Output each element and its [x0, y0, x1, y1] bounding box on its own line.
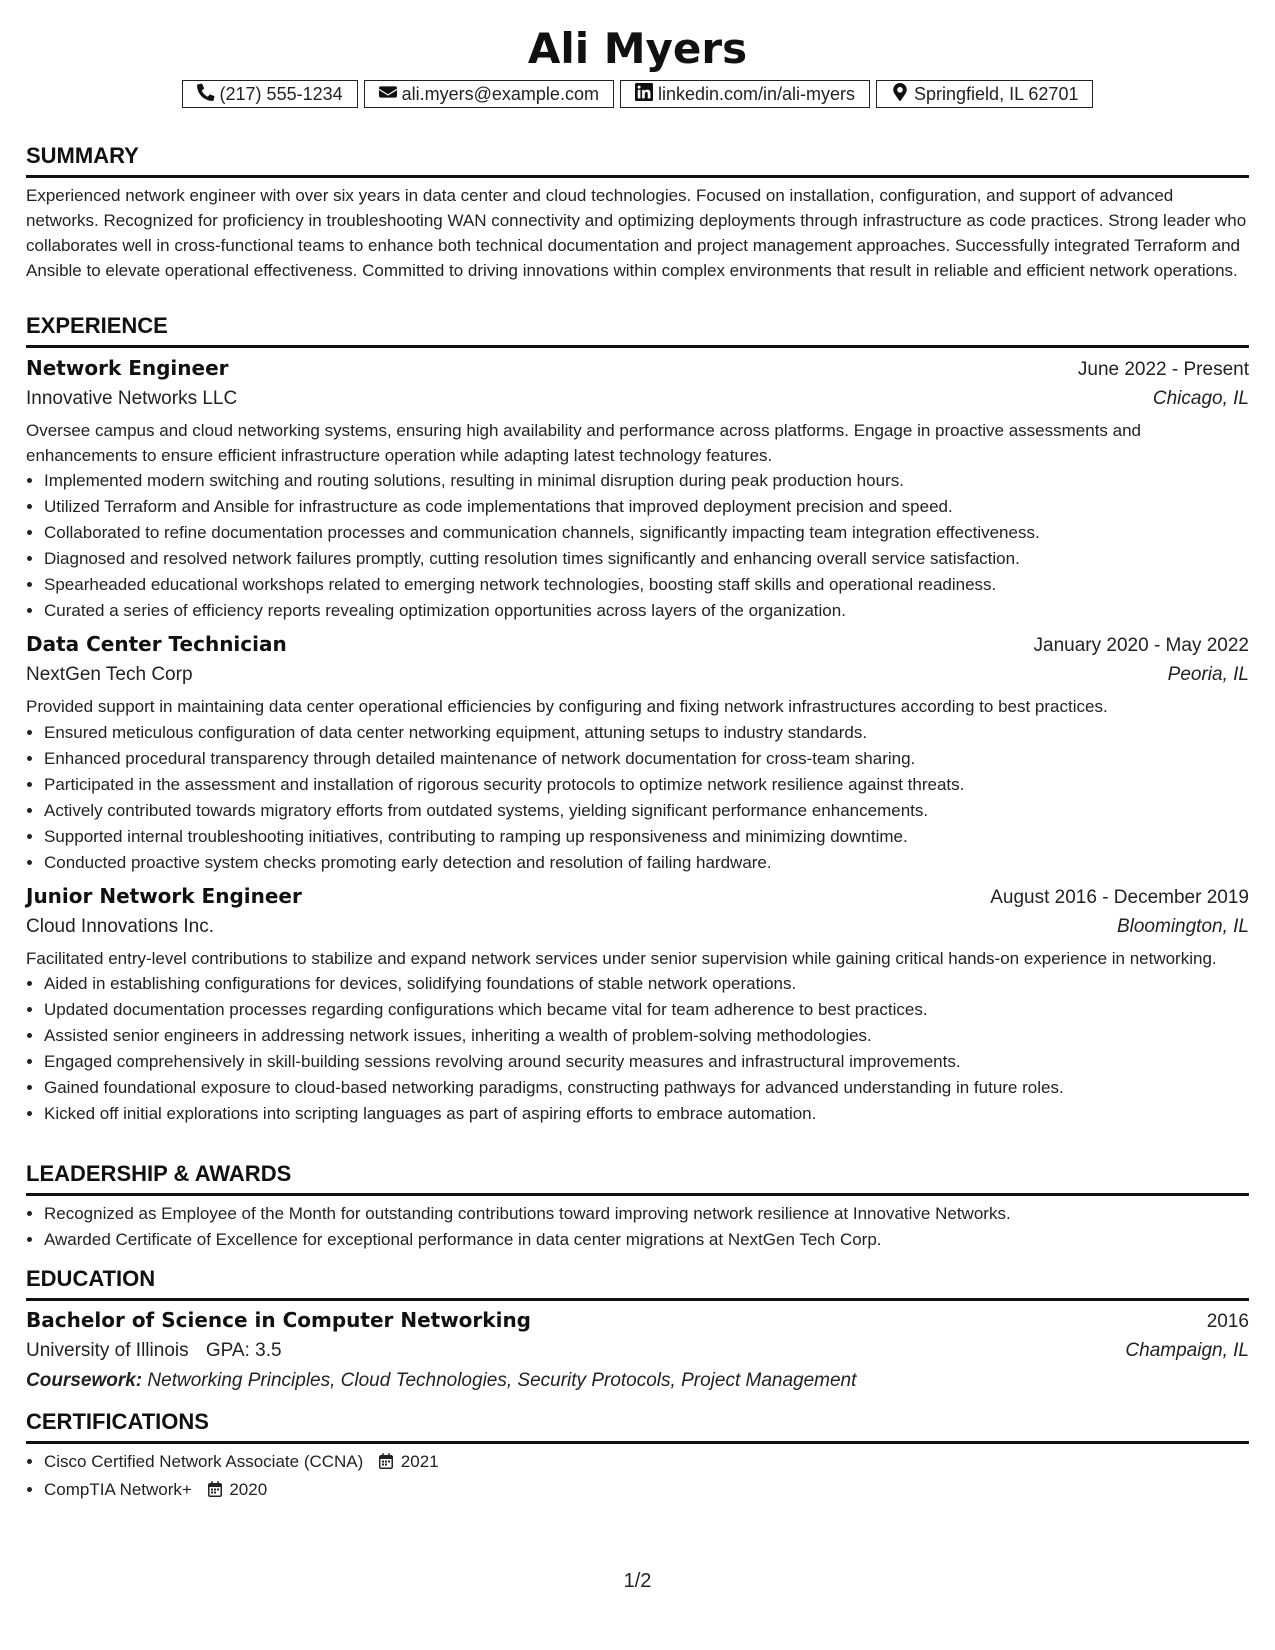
- phone-icon: [197, 83, 215, 106]
- section-divider: [26, 1441, 1249, 1444]
- list-item: • Actively contributed towards migratory efforts from outdated systems, yielding significant performance enhancements.: [44, 798, 1249, 824]
- job-dates: August 2016 - December 2019: [990, 886, 1249, 908]
- contact-phone[interactable]: [182, 80, 358, 108]
- certification-name: CompTIA Network+: [44, 1480, 192, 1499]
- job-title: Junior Network Engineer: [26, 883, 302, 908]
- calendar-icon: [207, 1479, 223, 1505]
- list-item: • Implemented modern switching and routing solutions, resulting in minimal disruption during peak production hours.: [44, 468, 1249, 494]
- degree-year: 2016: [1206, 1311, 1249, 1332]
- envelope-icon: [379, 83, 397, 106]
- section-divider: [26, 1298, 1249, 1301]
- coursework-list: Networking Principles, Cloud Technologies, Security Protocols, Project Management: [147, 1370, 857, 1391]
- list-item: • Supported internal troubleshooting initiatives, contributing to ramping up responsiveness and minimizing downtime.: [44, 824, 1249, 850]
- leadership-heading: LEADERSHIP & AWARDS: [26, 1161, 292, 1186]
- list-item: • Conducted proactive system checks promoting early detection and resolution of failing hardware.: [44, 850, 1249, 876]
- list-item: • Assisted senior engineers in addressing network issues, inheriting a wealth of problem-solving methodologies.: [44, 1023, 1249, 1049]
- job-title: Data Center Technician: [26, 632, 287, 656]
- job-title: Network Engineer: [26, 356, 229, 380]
- list-item: • Engaged comprehensively in skill-building sessions revolving around security measures and infrastructural improvements.: [44, 1049, 1249, 1075]
- page-number: 1/2: [623, 1570, 652, 1592]
- education-section: [26, 1265, 1249, 1396]
- list-item: • Collaborated to refine documentation processes and communication channels, significantly impacting team integration effectiveness.: [44, 520, 1249, 546]
- summary-section: [26, 142, 1249, 283]
- job-dates: January 2020 - May 2022: [1033, 635, 1249, 656]
- education-heading: EDUCATION: [26, 1266, 156, 1291]
- certification-year: 2021: [400, 1452, 439, 1471]
- job-entry: [26, 630, 1249, 876]
- list-item: [44, 1477, 1249, 1505]
- certification-list: [26, 1449, 1249, 1505]
- certification-year: 2020: [229, 1480, 268, 1499]
- contact-phone-text: (217) 555-1234: [219, 83, 343, 104]
- coursework-label: Coursework:: [26, 1370, 143, 1391]
- section-divider: [26, 175, 1249, 178]
- certifications-heading: CERTIFICATIONS: [26, 1409, 209, 1434]
- linkedin-icon: [635, 83, 653, 106]
- list-item: • Curated a series of efficiency reports revealing optimization opportunities across layers of the organization.: [44, 598, 1249, 624]
- section-divider: [26, 1193, 1249, 1196]
- experience-section: [26, 312, 1249, 1127]
- certification-name: Cisco Certified Network Associate (CCNA): [44, 1452, 364, 1471]
- list-item: • Recognized as Employee of the Month for outstanding contributions toward improving network resilience at Innovative Networks.: [44, 1201, 1249, 1227]
- list-item: • Spearheaded educational workshops related to emerging network technologies, boosting staff skills and operational readiness.: [44, 572, 1249, 598]
- job-entry: [26, 882, 1249, 1128]
- job-company: Cloud Innovations Inc.: [26, 915, 215, 937]
- experience-heading: EXPERIENCE: [26, 313, 168, 338]
- list-item: • Utilized Terraform and Ansible for infrastructure as code implementations that improved deployment precision and speed.: [44, 494, 1249, 520]
- coursework: [26, 1366, 1249, 1396]
- job-entry: [26, 354, 1249, 624]
- list-item: • Gained foundational exposure to cloud-based networking paradigms, constructing pathways for advanced understanding in future roles.: [44, 1075, 1249, 1101]
- job-bullets: [26, 971, 1249, 1127]
- contact-email[interactable]: [364, 80, 614, 108]
- job-location: Chicago, IL: [1152, 388, 1249, 409]
- job-company: Innovative Networks LLC: [26, 388, 238, 409]
- degree-title: Bachelor of Science in Computer Networking: [26, 1308, 531, 1332]
- summary-text: Experienced network engineer with over six years in data center and cloud technologies. Focused on installation, configuration, and support of advanced networks. Recognized for proficiency in troubleshooting WAN connectivity and optimizing deployments through infrastructure as code practices. Strong leader who collaborates well in cross-functional teams to enhance both technical documentation and project management approaches. Successfully integrated Terraform and Ansible to elevate operational effectiveness. Committed to driving innovations within complex environments that result in reliable and efficient network operations.: [26, 186, 1247, 280]
- job-location: Bloomington, IL: [1116, 915, 1249, 937]
- list-item: • Enhanced procedural transparency through detailed maintenance of network documentation for cross-team sharing.: [44, 746, 1249, 772]
- summary-heading: SUMMARY: [26, 143, 139, 168]
- list-item: • Awarded Certificate of Excellence for exceptional performance in data center migrations at NextGen Tech Corp.: [44, 1227, 1249, 1253]
- leadership-section: [26, 1160, 1249, 1253]
- list-item: • Aided in establishing configurations for devices, solidifying foundations of stable network operations.: [44, 971, 1249, 997]
- map-marker-icon: [891, 83, 909, 106]
- candidate-name: Ali Myers: [527, 24, 748, 73]
- list-item: • Kicked off initial explorations into scripting languages as part of aspiring efforts to embrace automation.: [44, 1101, 1249, 1127]
- job-company: NextGen Tech Corp: [26, 664, 193, 685]
- certifications-section: [26, 1408, 1249, 1505]
- contact-location-text: Springfield, IL 62701: [914, 83, 1079, 104]
- contact-location: [876, 80, 1093, 108]
- job-description: Provided support in maintaining data center operational efficiencies by configuring and fixing network infrastructures according to best practices.: [26, 697, 1108, 716]
- contact-bar: [0, 80, 1275, 108]
- section-divider: [26, 345, 1249, 348]
- school-gpa: GPA: 3.5: [205, 1340, 282, 1361]
- list-item: [44, 1449, 1249, 1477]
- contact-email-text: ali.myers@example.com: [401, 83, 599, 104]
- contact-linkedin-text: linkedin.com/in/ali-myers: [657, 83, 856, 104]
- job-dates: June 2022 - Present: [1077, 359, 1249, 380]
- leadership-bullets: [26, 1201, 1249, 1253]
- job-description: Oversee campus and cloud networking systems, ensuring high availability and performance across platforms. Engage in proactive assessments and enhancements to ensure efficient infrastructure operation while adapting latest technology features.: [26, 421, 1142, 465]
- job-bullets: [26, 720, 1249, 876]
- school-location: Champaign, IL: [1125, 1340, 1249, 1361]
- job-location: Peoria, IL: [1167, 664, 1249, 685]
- contact-linkedin[interactable]: [620, 80, 870, 108]
- list-item: • Updated documentation processes regarding configurations which became vital for team adherence to best practices.: [44, 997, 1249, 1023]
- calendar-icon: [378, 1451, 394, 1477]
- list-item: • Participated in the assessment and installation of rigorous security protocols to optimize network resilience against threats.: [44, 772, 1249, 798]
- list-item: • Diagnosed and resolved network failures promptly, cutting resolution times significantly and enhancing overall service satisfaction.: [44, 546, 1249, 572]
- job-description: Facilitated entry-level contributions to stabilize and expand network services under senior supervision while gaining critical hands-on experience in networking.: [26, 948, 1217, 968]
- job-bullets: [26, 468, 1249, 624]
- list-item: • Ensured meticulous configuration of data center networking equipment, attuning setups to industry standards.: [44, 720, 1249, 746]
- school-name: University of Illinois: [26, 1340, 189, 1361]
